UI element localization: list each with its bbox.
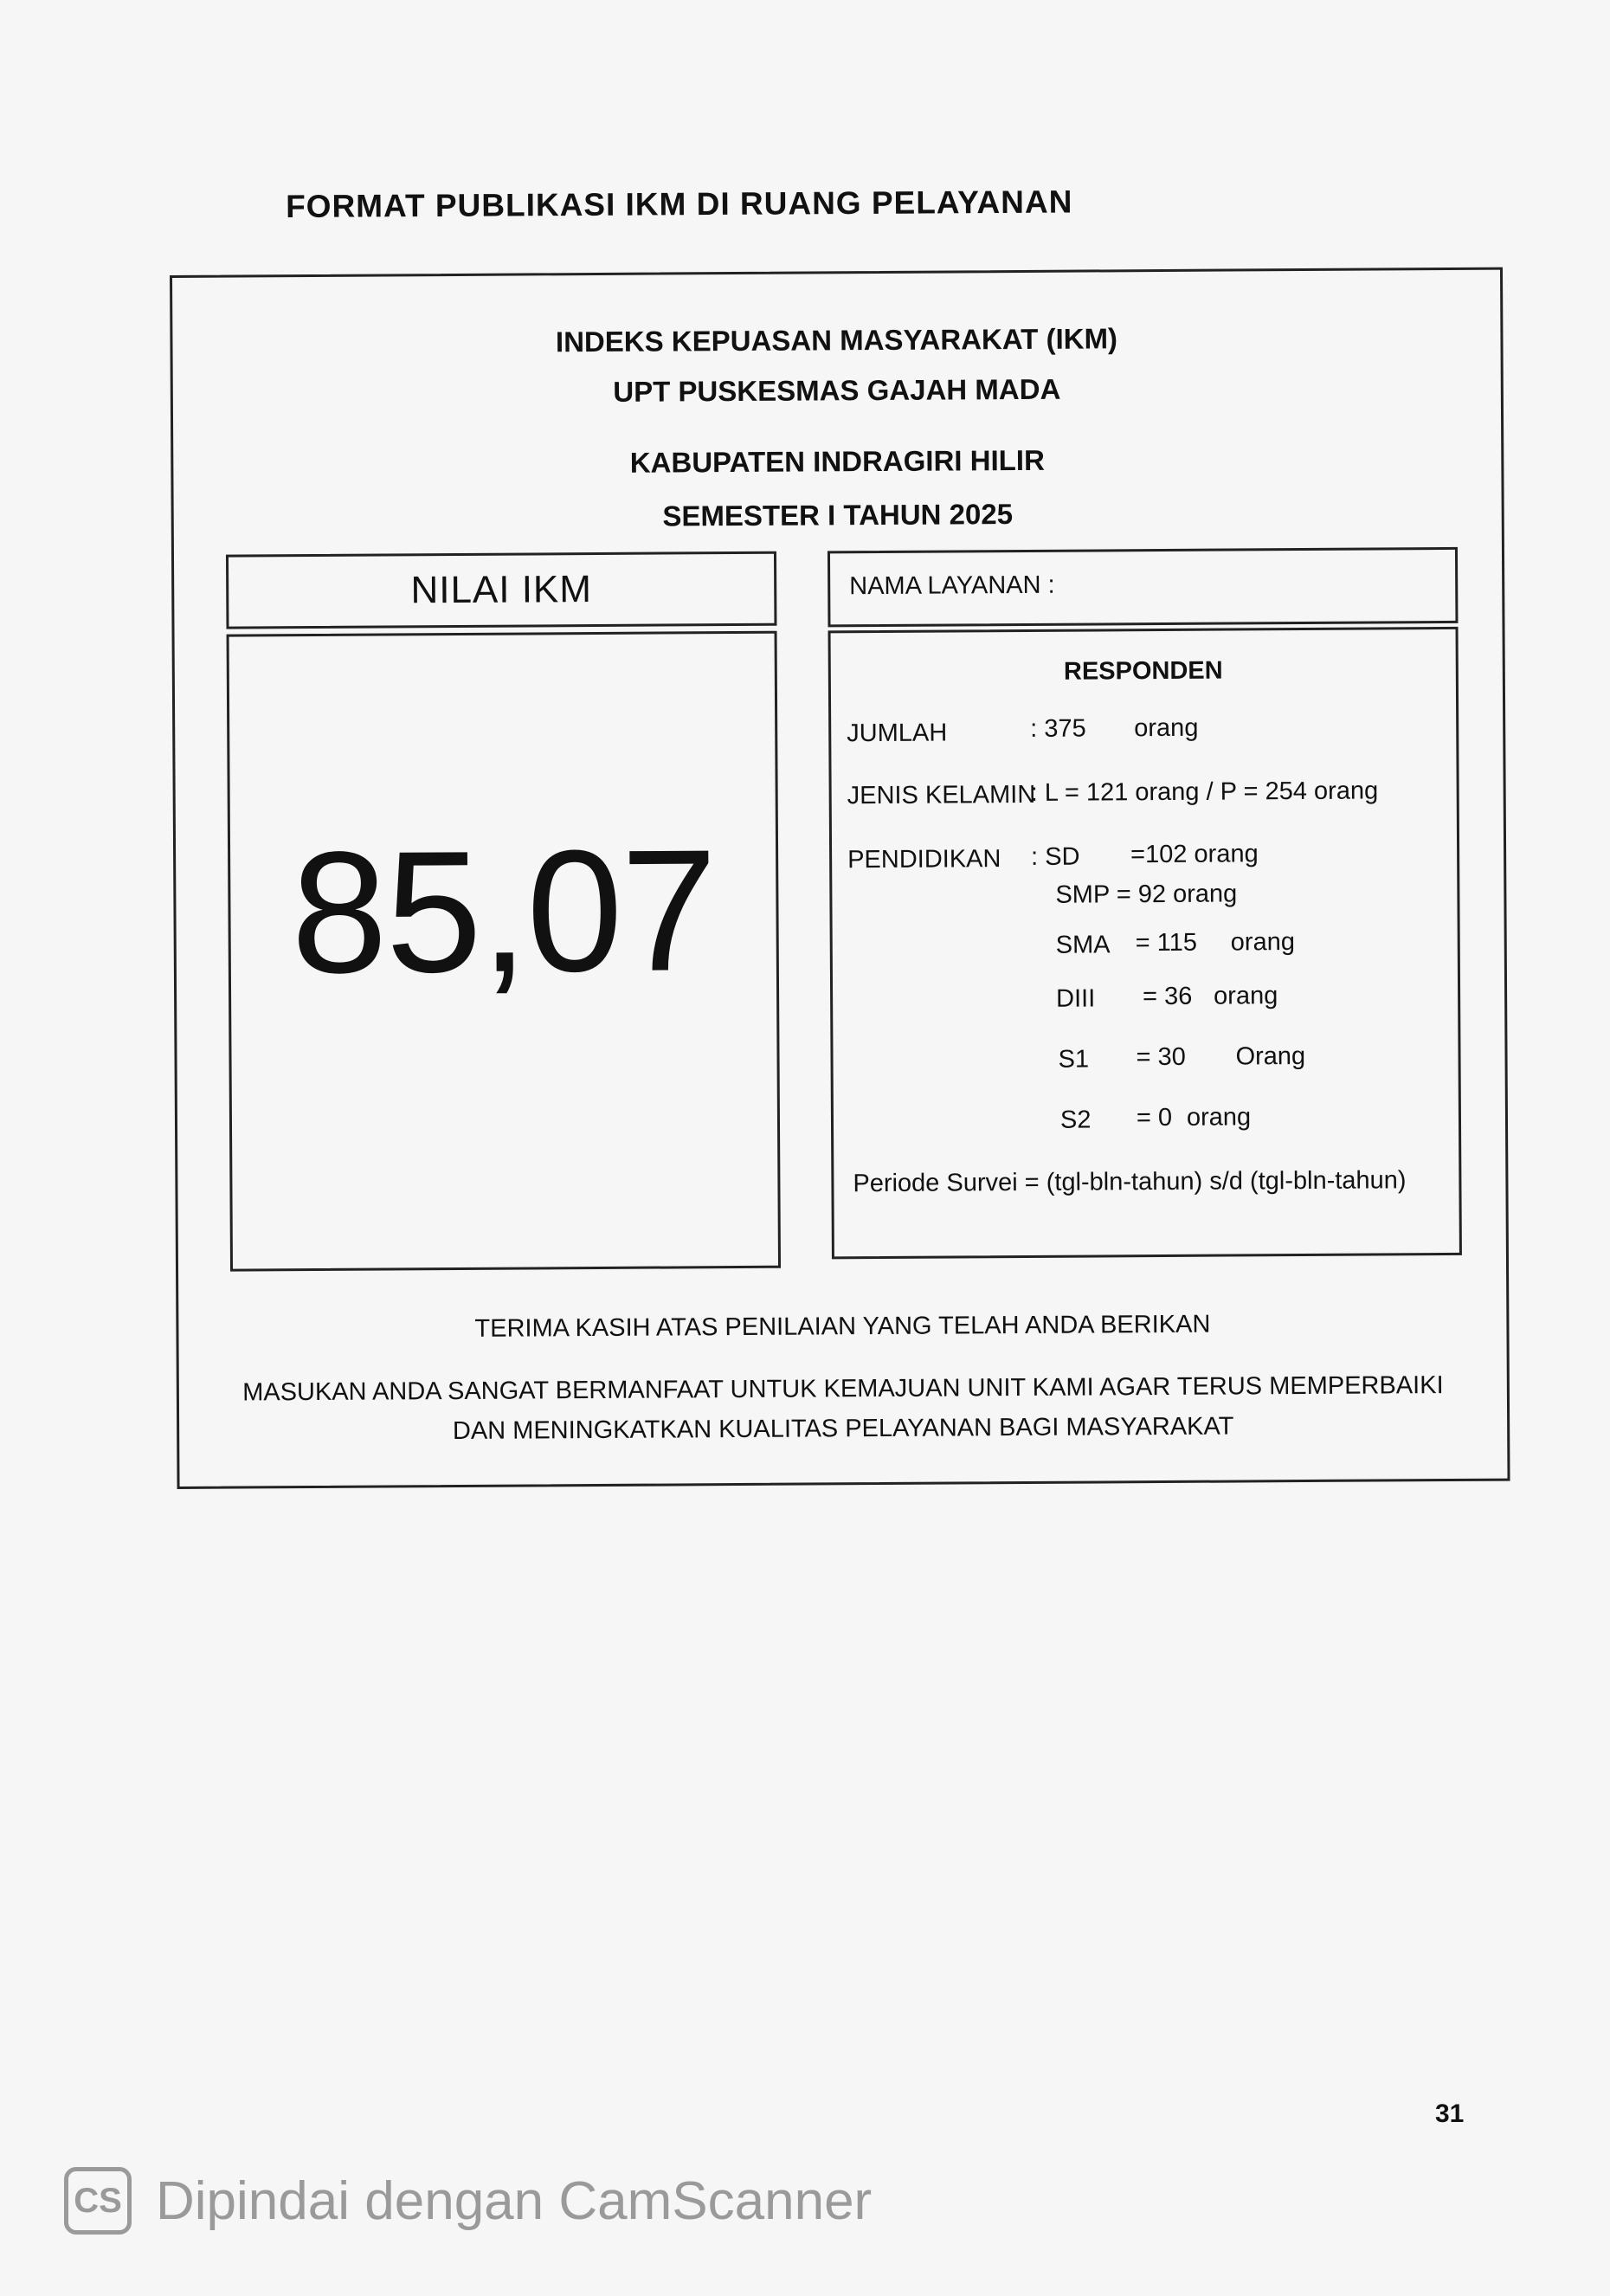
pendidikan-sma-key: SMA: [1055, 931, 1111, 959]
jenis-kelamin-label: JENIS KELAMIN: [847, 780, 1036, 810]
pendidikan-s2-key: S2: [1059, 1106, 1092, 1134]
pendidikan-s1-unit: Orang: [1235, 1042, 1306, 1071]
ikm-poster-frame: [170, 268, 1510, 1489]
camscanner-logo-icon: CS: [64, 2167, 132, 2235]
responden-title: RESPONDEN: [1063, 656, 1223, 686]
nilai-ikm-header: [226, 551, 777, 629]
header-line-4: SEMESTER I TAHUN 2025: [662, 498, 1014, 532]
responden-box: [828, 627, 1462, 1259]
nilai-ikm-label: NILAI IKM: [410, 568, 593, 612]
nama-layanan-box: [828, 547, 1459, 627]
pendidikan-diii-value: = 36: [1143, 982, 1193, 1011]
pendidikan-s2-value: = 0: [1136, 1103, 1173, 1132]
header-line-1: INDEKS KEPUASAN MASYARAKAT (IKM): [555, 322, 1118, 358]
footer-line-1: TERIMA KASIH ATAS PENILAIAN YANG TELAH ANDA BERIKAN: [474, 1310, 1211, 1343]
jumlah-label: JUMLAH: [847, 719, 948, 748]
page-number: 31: [1435, 2099, 1465, 2128]
nilai-ikm-value: 85,07: [290, 814, 717, 1010]
nama-layanan-label: NAMA LAYANAN :: [849, 571, 1055, 601]
jumlah-unit: orang: [1134, 713, 1199, 743]
pendidikan-diii-unit: orang: [1214, 982, 1278, 1010]
watermark-text: Dipindai dengan CamScanner: [156, 2170, 873, 2231]
pendidikan-diii-key: DIII: [1056, 984, 1096, 1013]
pendidikan-sd-key: : SD: [1031, 842, 1080, 871]
camscanner-watermark: [64, 2164, 872, 2237]
footer-line-2: MASUKAN ANDA SANGAT BERMANFAAT UNTUK KEMAJUAN UNIT KAMI AGAR TERUS MEMPERBAIKI: [242, 1371, 1444, 1407]
header-line-3: KABUPATEN INDRAGIRI HILIR: [629, 443, 1045, 479]
pendidikan-sma-unit: orang: [1230, 928, 1295, 957]
header-line-2: UPT PUSKESMAS GAJAH MADA: [613, 372, 1061, 408]
nilai-ikm-box: [227, 631, 781, 1272]
footer-line-3: DAN MENINGKATKAN KUALITAS PELAYANAN BAGI MASYARAKAT: [452, 1412, 1234, 1446]
document-title: FORMAT PUBLIKASI IKM DI RUANG PELAYANAN: [286, 184, 1073, 224]
pendidikan-sma-value: = 115: [1135, 928, 1198, 958]
pendidikan-s2-unit: orang: [1186, 1103, 1252, 1132]
pendidikan-s1-value: = 30: [1136, 1042, 1186, 1072]
jumlah-value: : 375: [1030, 714, 1086, 743]
pendidikan-smp: SMP = 92 orang: [1055, 880, 1238, 909]
periode-survei: Periode Survei = (tgl-bln-tahun) s/d (tgl-bln-tahun): [853, 1166, 1407, 1198]
jenis-kelamin-value: : L = 121 orang / P = 254 orang: [1030, 777, 1379, 807]
pendidikan-s1-key: S1: [1058, 1045, 1090, 1074]
pendidikan-sd-value: =102 orang: [1130, 840, 1259, 869]
pendidikan-label: PENDIDIKAN: [847, 845, 1001, 874]
